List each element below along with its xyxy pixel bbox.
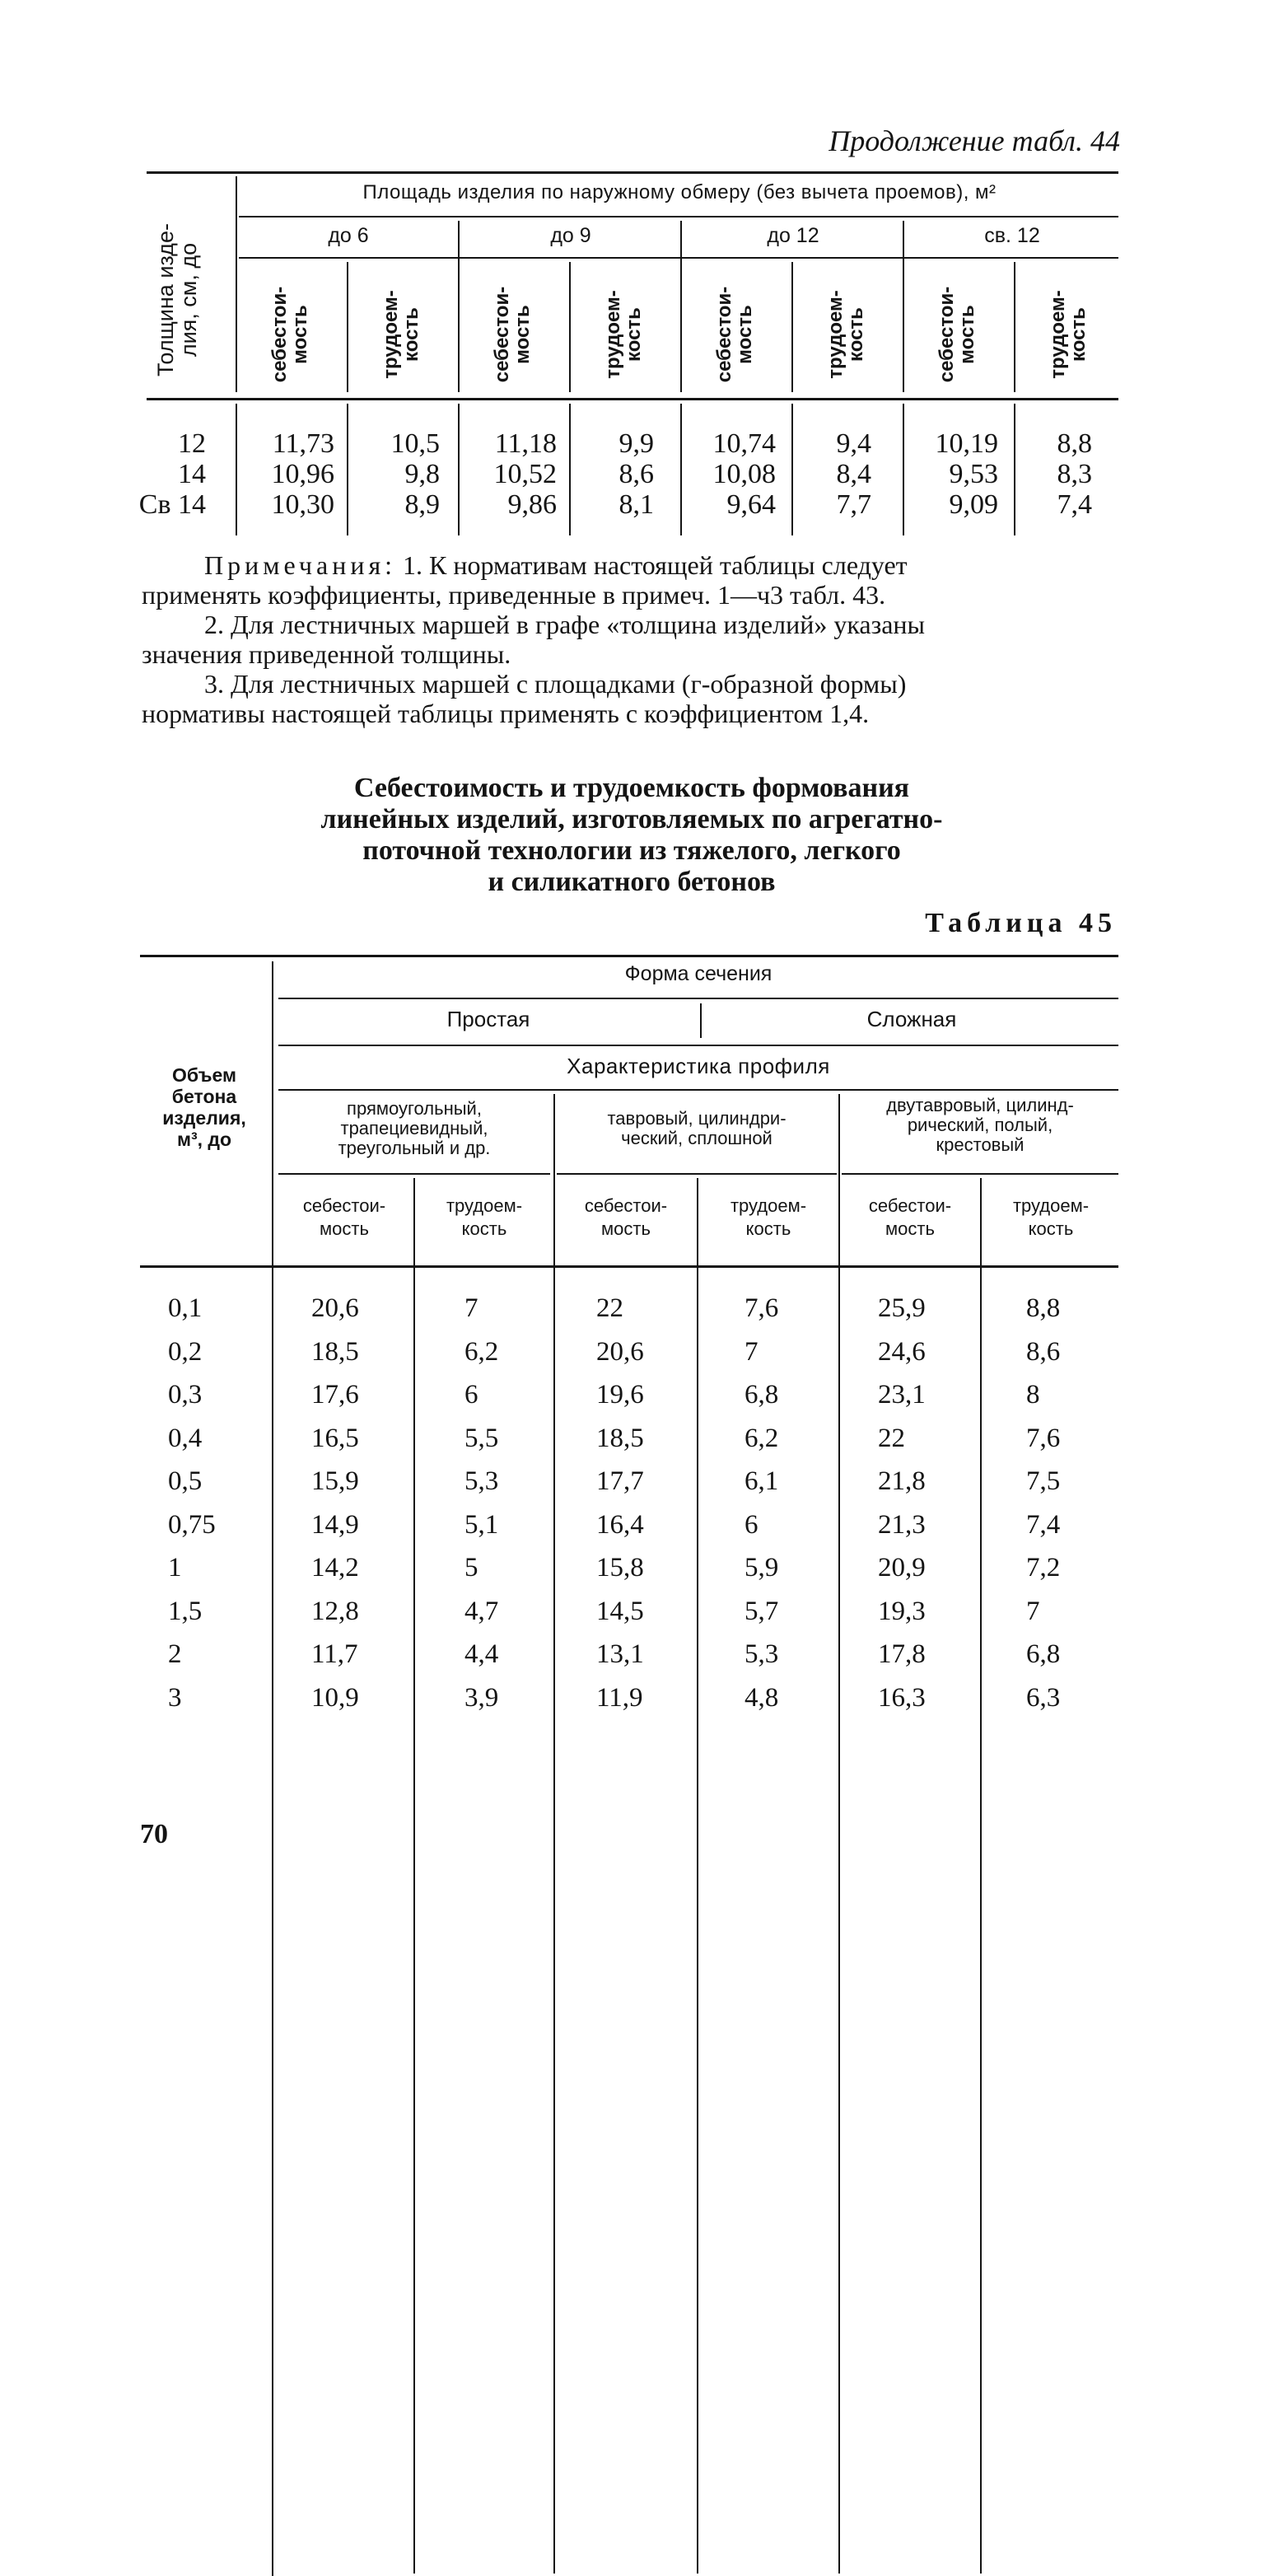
table45-cell: 16,3 xyxy=(878,1683,926,1713)
table45-divider xyxy=(980,1178,982,2574)
continuation-label: Продолжение табл. 44 xyxy=(829,124,1120,157)
table45-col-header-labor: трудоем- кость xyxy=(1012,1195,1090,1239)
table45-row-label: 0,75 xyxy=(168,1510,216,1540)
table44-cell: 10,74 xyxy=(712,428,776,459)
table44-group-header: до 6 xyxy=(328,224,369,247)
table44-cell: 7,7 xyxy=(836,489,871,520)
table45-cell: 14,2 xyxy=(311,1553,359,1583)
table45-cell: 5,3 xyxy=(745,1639,779,1669)
table45-cell: 3,9 xyxy=(464,1683,499,1713)
table44-divider xyxy=(791,404,793,535)
table45-row-header xyxy=(142,1064,267,1150)
table45-cell: 8,6 xyxy=(1026,1337,1061,1367)
table45-row-label: 0,5 xyxy=(168,1466,203,1496)
table45-divider xyxy=(838,1094,840,2574)
table45-cell: 16,5 xyxy=(311,1424,359,1453)
table45-cell: 24,6 xyxy=(878,1337,926,1367)
table44-row-label: Св 14 xyxy=(138,489,206,520)
profile-line: трапециевидный, xyxy=(340,1118,488,1138)
table45-divider xyxy=(700,1003,702,1038)
note-1-line-2: применять коэффициенты, приведенные в примеч. 1—ч3 табл. 43. xyxy=(142,580,886,610)
profile-line: треугольный и др. xyxy=(338,1138,491,1158)
table44-cell: 9,64 xyxy=(726,489,776,520)
table44-divider xyxy=(903,221,904,392)
table44-cell: 10,5 xyxy=(390,428,440,459)
table45-row-header-line: изделия, xyxy=(162,1107,246,1129)
table45-cell: 5,7 xyxy=(745,1597,779,1626)
table44-group-header: св. 12 xyxy=(984,224,1040,247)
table44-row-label: 12 xyxy=(178,428,206,459)
table44-row-label: 14 xyxy=(178,459,206,489)
table44-cell: 9,86 xyxy=(507,489,557,520)
table45-row-header-line: бетона xyxy=(171,1086,237,1107)
table45-cell: 4,4 xyxy=(464,1639,499,1669)
table45-profile-1 xyxy=(277,1099,552,1158)
table45-cell: 4,8 xyxy=(745,1683,779,1713)
table45-divider xyxy=(413,1178,415,2574)
table45-row-label: 2 xyxy=(168,1639,182,1669)
table45-cell: 6,2 xyxy=(745,1424,779,1453)
table45-cell: 5 xyxy=(464,1553,478,1583)
table45-col-header-cost: себестои- мость xyxy=(868,1195,952,1239)
table44-divider xyxy=(680,221,682,392)
table45-rule xyxy=(278,1089,1118,1091)
table45-simple-header: Простая xyxy=(446,1007,530,1031)
table45-top-header: Форма сечения xyxy=(624,962,773,985)
table44-cell: 9,4 xyxy=(836,428,871,459)
table44-cell: 11,73 xyxy=(272,428,334,459)
table44-col-header-labor: трудоем- кость xyxy=(380,290,423,379)
profile-line: прямоугольный, xyxy=(347,1098,482,1119)
table45-cell: 20,6 xyxy=(596,1337,644,1367)
table45-cell: 6,8 xyxy=(745,1380,779,1410)
note-3-line-2: нормативы настоящей таблицы применять с коэффициентом 1,4. xyxy=(142,699,870,728)
table44-cell: 10,52 xyxy=(493,459,557,489)
table45-cell: 7,2 xyxy=(1026,1553,1061,1583)
table45-row-label: 0,3 xyxy=(168,1380,203,1410)
section-title-line: и силикатного бетонов xyxy=(488,867,776,897)
table45-complex-header: Сложная xyxy=(866,1007,957,1031)
table44-group-header: до 12 xyxy=(767,224,819,247)
table45-cell: 7,6 xyxy=(1026,1424,1061,1453)
table45-profile-3 xyxy=(842,1096,1118,1155)
table45-row-label: 3 xyxy=(168,1683,182,1713)
table44-divider xyxy=(680,404,682,535)
table45-col-header-labor: трудоем- кость xyxy=(446,1195,523,1239)
table45-col-header-cost: себестои- мость xyxy=(584,1195,668,1239)
table45-row-label: 0,1 xyxy=(168,1293,203,1323)
table45-cell: 17,8 xyxy=(878,1639,926,1669)
profile-line: ческий, сплошной xyxy=(621,1128,773,1148)
table45-cell: 16,4 xyxy=(596,1510,644,1540)
note-1-line-1 xyxy=(204,550,1118,580)
table45-rule xyxy=(278,1045,1118,1046)
table44-col-header-cost: себестои- мость xyxy=(268,286,312,383)
table45-cell: 20,6 xyxy=(311,1293,359,1323)
table45-row-header-line: м³, до xyxy=(176,1129,232,1150)
table44-rule xyxy=(239,257,1118,259)
table44-cell: 11,18 xyxy=(494,428,557,459)
profile-line: крестовый xyxy=(936,1134,1025,1155)
table45-profile-header: Характеристика профиля xyxy=(567,1054,830,1078)
section-title-line: линейных изделий, изготовляемых по агрегатно- xyxy=(320,804,943,835)
table45-label: Таблица 45 xyxy=(925,908,1117,938)
table45-cell: 22 xyxy=(878,1424,905,1453)
table45-cell: 11,7 xyxy=(311,1639,358,1669)
table44-col-header-cost: себестои- мость xyxy=(491,286,534,383)
table44-cell: 7,4 xyxy=(1057,489,1092,520)
table45-cell: 6 xyxy=(464,1380,478,1410)
note-3-line-1: 3. Для лестничных маршей с площадками (г-образной формы) xyxy=(204,669,907,699)
table45-cell: 6,3 xyxy=(1026,1683,1061,1713)
table45-col-header-cost: себестои- мость xyxy=(302,1195,386,1239)
table45-cell: 7,6 xyxy=(745,1293,779,1323)
table44-divider xyxy=(236,404,237,535)
table44-divider xyxy=(347,404,348,535)
section-title-line: Себестоимость и трудоемкость формования xyxy=(353,773,910,803)
table45-cell: 6,1 xyxy=(745,1466,779,1496)
table45-cell: 21,3 xyxy=(878,1510,926,1540)
table45-cell: 6,2 xyxy=(464,1337,499,1367)
table44-cell: 9,9 xyxy=(618,428,654,459)
table44-divider xyxy=(236,176,237,392)
table44-col-header-labor: трудоем- кость xyxy=(824,290,868,379)
table45-row-header-line: Объем xyxy=(171,1064,237,1086)
table45-cell: 4,7 xyxy=(464,1597,499,1626)
table45-cell: 6,8 xyxy=(1026,1639,1061,1669)
table45-cell: 7 xyxy=(464,1293,478,1323)
profile-line: тавровый, цилиндри- xyxy=(607,1108,787,1129)
table45-row-label: 0,2 xyxy=(168,1337,203,1367)
table44-top-rule xyxy=(147,171,1118,174)
table45-cell: 15,9 xyxy=(311,1466,359,1496)
table45-cell: 10,9 xyxy=(311,1683,359,1713)
table44-cell: 10,08 xyxy=(712,459,776,489)
table44-top-header: Площадь изделия по наружному обмеру (без вычета проемов), м² xyxy=(362,181,997,203)
table44-group-header: до 9 xyxy=(550,224,591,247)
table45-cell: 14,5 xyxy=(596,1597,644,1626)
table45-cell: 11,9 xyxy=(596,1683,643,1713)
table45-cell: 20,9 xyxy=(878,1553,926,1583)
table44-cell: 8,6 xyxy=(618,459,654,489)
note-2-line-1: 2. Для лестничных маршей в графе «толщина изделий» указаны xyxy=(204,610,926,639)
table45-cell: 12,8 xyxy=(311,1597,359,1626)
table44-cell: 8,8 xyxy=(1057,428,1092,459)
table45-cell: 7 xyxy=(745,1337,759,1367)
table44-divider xyxy=(1014,404,1015,535)
table45-cell: 18,5 xyxy=(596,1424,644,1453)
table45-cell: 8,8 xyxy=(1026,1293,1061,1323)
table44-divider xyxy=(791,262,793,392)
table44-col-header-labor: трудоем- кость xyxy=(602,290,646,379)
table45-col-header-labor: трудоем- кость xyxy=(730,1195,807,1239)
table45-divider xyxy=(553,1094,555,2574)
table45-cell: 23,1 xyxy=(878,1380,926,1410)
table44-col-header-labor: трудоем- кость xyxy=(1047,290,1090,379)
table44-cell: 10,96 xyxy=(271,459,334,489)
profile-line: рический, полый, xyxy=(907,1115,1053,1135)
table45-cell: 25,9 xyxy=(878,1293,926,1323)
table45-cell: 5,1 xyxy=(464,1510,499,1540)
table45-cell: 17,7 xyxy=(596,1466,644,1496)
table44-row-header: Толщина изде- лия, см, до xyxy=(153,223,202,376)
table45-cell: 7,4 xyxy=(1026,1510,1061,1540)
table45-cell: 13,1 xyxy=(596,1639,644,1669)
table44-rule xyxy=(239,216,1118,217)
table45-cell: 21,8 xyxy=(878,1466,926,1496)
table44-divider xyxy=(458,404,460,535)
table44-cell: 8,9 xyxy=(404,489,440,520)
table45-top-rule xyxy=(140,955,1118,957)
table45-cell: 15,8 xyxy=(596,1553,644,1583)
table44-divider xyxy=(458,221,460,392)
table45-row-label: 1 xyxy=(168,1553,182,1583)
table45-cell: 18,5 xyxy=(311,1337,359,1367)
table45-header-bottom-rule xyxy=(140,1265,1118,1268)
table45-cell: 6 xyxy=(745,1510,759,1540)
table45-rule xyxy=(842,1173,1118,1175)
table44-cell: 8,3 xyxy=(1057,459,1092,489)
table45-cell: 19,6 xyxy=(596,1380,644,1410)
table44-divider xyxy=(347,262,348,392)
section-title-line: поточной технологии из тяжелого, легкого xyxy=(362,835,901,866)
table45-cell: 5,9 xyxy=(745,1553,779,1583)
table44-cell: 8,4 xyxy=(836,459,871,489)
table45-cell: 19,3 xyxy=(878,1597,926,1626)
table44-cell: 10,19 xyxy=(935,428,998,459)
note-2-line-2: значения приведенной толщины. xyxy=(142,639,511,669)
table45-cell: 5,3 xyxy=(464,1466,499,1496)
table44-divider xyxy=(569,262,571,392)
note-1-text: 1. К нормативам настоящей таблицы следует xyxy=(396,550,908,580)
table45-cell: 22 xyxy=(596,1293,623,1323)
table44-cell: 8,1 xyxy=(618,489,654,520)
table44-cell: 9,8 xyxy=(404,459,440,489)
table45-row-label: 0,4 xyxy=(168,1424,203,1453)
table45-cell: 8 xyxy=(1026,1380,1040,1410)
table45-row-label: 1,5 xyxy=(168,1597,203,1626)
table44-header-bottom-rule xyxy=(147,398,1118,400)
table45-cell: 7 xyxy=(1026,1597,1040,1626)
table44-cell: 10,30 xyxy=(271,489,334,520)
notes-label: Примечания: xyxy=(204,550,397,580)
table45-cell: 7,5 xyxy=(1026,1466,1061,1496)
table44-divider xyxy=(903,404,904,535)
table45-divider xyxy=(697,1178,698,2574)
page-number: 70 xyxy=(140,1819,168,1849)
table44-cell: 9,53 xyxy=(949,459,998,489)
table45-cell: 14,9 xyxy=(311,1510,359,1540)
table45-cell: 5,5 xyxy=(464,1424,499,1453)
table44-col-header-cost: себестои- мость xyxy=(936,286,979,383)
table44-divider xyxy=(1014,262,1015,392)
table44-col-header-cost: себестои- мость xyxy=(713,286,757,383)
table45-profile-2 xyxy=(557,1109,837,1148)
profile-line: двутавровый, цилинд- xyxy=(886,1095,1074,1115)
table45-divider xyxy=(272,961,273,2576)
table44-divider xyxy=(569,404,571,535)
table45-cell: 17,6 xyxy=(311,1380,359,1410)
table44-cell: 9,09 xyxy=(949,489,998,520)
table45-rule xyxy=(278,998,1118,999)
table45-rule xyxy=(557,1173,837,1175)
table45-rule xyxy=(278,1173,550,1175)
